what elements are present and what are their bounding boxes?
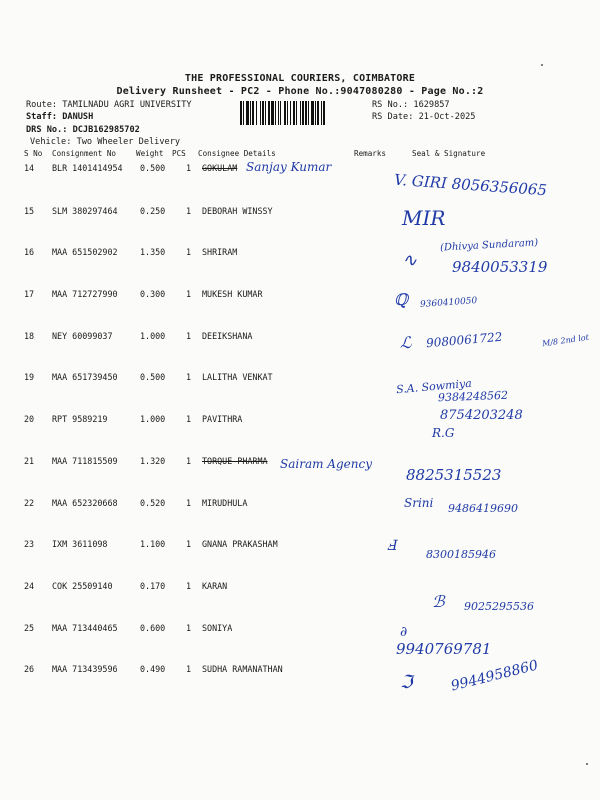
handwritten-phone: 9360410050 xyxy=(419,296,478,310)
row-pcs: 1 xyxy=(186,372,192,382)
row-sno: 26 xyxy=(24,664,35,674)
handwritten-phone: 9486419690 xyxy=(448,502,518,515)
row-consignee: GOKULAM xyxy=(202,163,238,173)
col-seal-signature: Seal & Signature xyxy=(412,149,486,158)
row-consignee: LALITHA VENKAT xyxy=(202,372,273,382)
barcode-image xyxy=(240,101,368,125)
row-pcs: 1 xyxy=(186,623,192,633)
row-weight: 1.100 xyxy=(140,539,166,549)
row-consignment: MAA 711815509 xyxy=(52,456,118,466)
route-label: Route: TAMILNADU AGRI UNIVERSITY xyxy=(26,100,192,110)
row-consignment: MAA 712727990 xyxy=(52,289,118,299)
handwritten-phone: 9080061722 xyxy=(425,329,503,351)
scan-speck xyxy=(586,763,588,765)
row-weight: 0.490 xyxy=(140,664,166,674)
row-consignment: NEY 60099037 xyxy=(52,331,113,341)
row-consignment: RPT 9589219 xyxy=(52,414,108,424)
row-weight: 0.500 xyxy=(140,163,166,173)
row-pcs: 1 xyxy=(186,163,192,173)
handwritten-phone: 8754203248 xyxy=(440,408,523,423)
row-weight: 0.520 xyxy=(140,498,166,508)
table-row xyxy=(24,539,584,551)
col-consignee-details: Consignee Details xyxy=(198,149,276,158)
row-consignee: TORQUE PHARMA xyxy=(202,456,268,466)
row-consignment: COK 25509140 xyxy=(52,581,113,591)
handwritten-name: Sairam Agency xyxy=(280,457,372,471)
row-pcs: 1 xyxy=(186,498,192,508)
row-consignment: MAA 652320668 xyxy=(52,498,118,508)
row-sno: 18 xyxy=(24,331,35,341)
handwritten-phone: 9025295536 xyxy=(464,600,534,613)
row-consignment: MAA 651739450 xyxy=(52,372,118,382)
row-consignee: SHRIRAM xyxy=(202,247,238,257)
handwritten-phone: 8825315523 xyxy=(406,466,502,484)
row-sno: 14 xyxy=(24,163,35,173)
handwritten-name: Sanjay Kumar xyxy=(246,160,332,174)
row-consignment: MAA 713439596 xyxy=(52,664,118,674)
row-sno: 25 xyxy=(24,623,35,633)
handwritten-phone: 9384248562 xyxy=(437,388,509,405)
handwritten-signature: V. GIRI 8056356065 xyxy=(393,170,548,200)
row-weight: 1.320 xyxy=(140,456,166,466)
row-weight: 1.000 xyxy=(140,414,166,424)
col-sno: S No xyxy=(24,149,43,158)
signature-scribble: Ⅎ xyxy=(388,538,398,554)
col-consignment: Consignment No xyxy=(52,149,117,158)
row-sno: 20 xyxy=(24,414,35,424)
signature-scribble: ℒ xyxy=(400,333,412,352)
row-sno: 23 xyxy=(24,539,35,549)
row-consignee: DEBORAH WINSSY xyxy=(202,206,273,216)
table-row xyxy=(24,372,584,384)
handwritten-name: S.A. Sowmiya xyxy=(395,376,473,397)
row-consignment: IXM 3611098 xyxy=(52,539,108,549)
row-weight: 0.500 xyxy=(140,372,166,382)
row-pcs: 1 xyxy=(186,581,192,591)
handwritten-phone: 9840053319 xyxy=(452,258,548,276)
row-consignee: SUDHA RAMANATHAN xyxy=(202,664,283,674)
handwritten-phone: 9944958860 xyxy=(449,657,540,695)
row-consignment: MAA 713440465 xyxy=(52,623,118,633)
row-weight: 0.250 xyxy=(140,206,166,216)
row-sno: 22 xyxy=(24,498,35,508)
row-weight: 0.300 xyxy=(140,289,166,299)
row-pcs: 1 xyxy=(186,414,192,424)
drs-number: DRS No.: DCJB162985702 xyxy=(26,125,140,135)
table-row xyxy=(24,581,584,593)
handwritten-note: (Dhivya Sundaram) xyxy=(439,237,539,254)
handwritten-phone: 9940769781 xyxy=(396,640,492,658)
signature-scribble: ℑ xyxy=(400,672,413,693)
row-pcs: 1 xyxy=(186,456,192,466)
staff-label: Staff: DANUSH xyxy=(26,112,94,122)
handwritten-phone: 8300185946 xyxy=(426,548,496,561)
handwritten-signature: MIR xyxy=(402,206,446,230)
col-pcs: PCS xyxy=(172,149,186,158)
col-weight: Weight xyxy=(136,149,164,158)
row-sno: 19 xyxy=(24,372,35,382)
table-row xyxy=(24,289,584,301)
vehicle-label: Vehicle: Two Wheeler Delivery xyxy=(30,137,181,147)
row-sno: 15 xyxy=(24,206,35,216)
row-consignee: MUKESH KUMAR xyxy=(202,289,263,299)
signature-scribble: ℚ xyxy=(394,290,408,309)
company-title: THE PROFESSIONAL COURIERS, COIMBATORE xyxy=(184,73,416,84)
row-consignee: SONIYA xyxy=(202,623,233,633)
handwritten-signature: Srini xyxy=(404,496,434,510)
row-pcs: 1 xyxy=(186,206,192,216)
row-consignee: MIRUDHULA xyxy=(202,498,248,508)
row-pcs: 1 xyxy=(186,331,192,341)
table-row xyxy=(24,206,584,218)
rs-number: RS No.: 1629857 xyxy=(372,100,450,110)
row-pcs: 1 xyxy=(186,539,192,549)
row-weight: 1.000 xyxy=(140,331,166,341)
signature-scribble: ∂ xyxy=(400,624,408,640)
handwritten-initials: R.G xyxy=(432,426,455,440)
handwritten-note: M/8 2nd lot xyxy=(541,332,590,349)
row-pcs: 1 xyxy=(186,664,192,674)
row-consignment: BLR 1401414954 xyxy=(52,163,123,173)
row-sno: 24 xyxy=(24,581,35,591)
row-consignment: MAA 651502902 xyxy=(52,247,118,257)
row-consignee: GNANA PRAKASHAM xyxy=(202,539,278,549)
row-pcs: 1 xyxy=(186,289,192,299)
rs-date: RS Date: 21-Oct-2025 xyxy=(372,112,476,122)
scan-speck xyxy=(541,64,543,66)
runsheet-subtitle: Delivery Runsheet - PC2 - Phone No.:9047080280 - Page No.:2 xyxy=(116,86,484,97)
row-weight: 0.600 xyxy=(140,623,166,633)
signature-scribble: ∿ xyxy=(402,250,418,271)
row-sno: 17 xyxy=(24,289,35,299)
row-consignee: DEEIKSHANA xyxy=(202,331,253,341)
table-row xyxy=(24,623,584,635)
row-weight: 1.350 xyxy=(140,247,166,257)
row-sno: 21 xyxy=(24,456,35,466)
row-sno: 16 xyxy=(24,247,35,257)
row-consignee: PAVITHRA xyxy=(202,414,243,424)
row-consignee: KARAN xyxy=(202,581,228,591)
row-weight: 0.170 xyxy=(140,581,166,591)
row-consignment: SLM 380297464 xyxy=(52,206,118,216)
signature-scribble: ℬ xyxy=(432,592,445,611)
row-pcs: 1 xyxy=(186,247,192,257)
col-remarks: Remarks xyxy=(354,149,387,158)
